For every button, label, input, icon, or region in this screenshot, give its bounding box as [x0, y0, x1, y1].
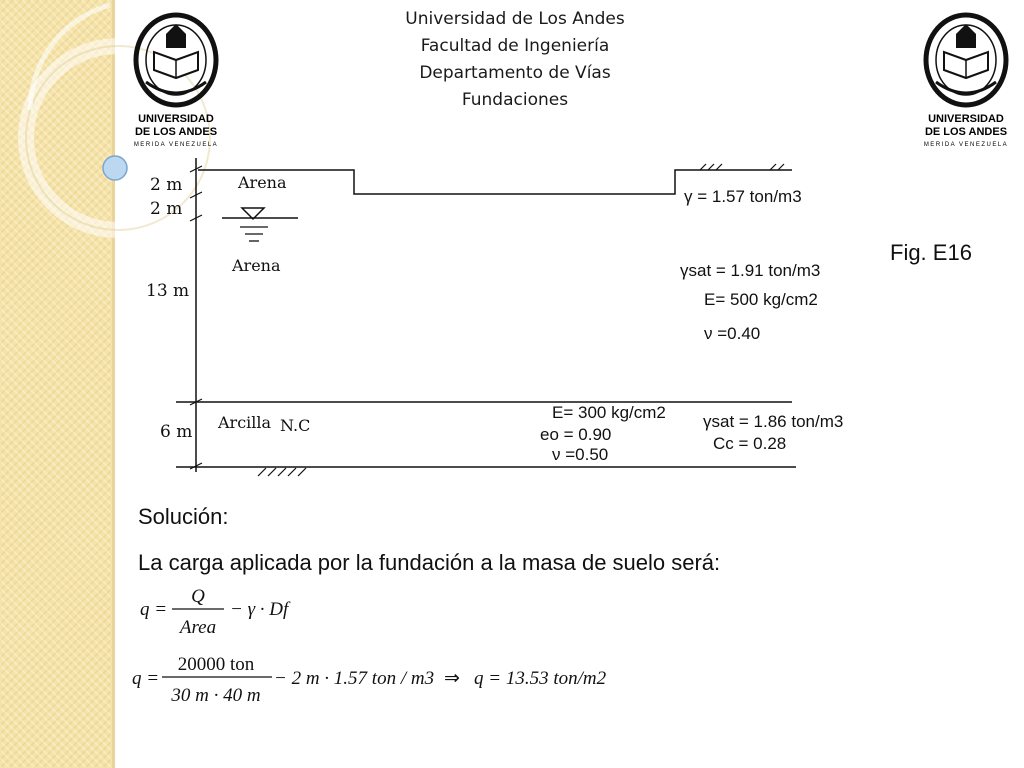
depth-label-13m: 13 m [146, 281, 190, 301]
logo-location: MERIDA VENEZUELA [133, 142, 219, 148]
solution-title: Solución: [138, 504, 229, 529]
depth-label-2m-b: 2 m [150, 199, 183, 219]
formula1-numerator: Q [191, 586, 205, 607]
solution-text: La carga aplicada por la fundación a la masa de suelo será: [138, 550, 721, 575]
figure-label: Fig. E16 [890, 240, 972, 265]
layer-arena-top: Arena [238, 173, 287, 192]
formula2-lhs: q = [132, 668, 160, 689]
course-name: Fundaciones [461, 90, 569, 110]
layer-arena-bottom: Arena [232, 256, 281, 275]
formula2-result: q = 13.53 ton/m2 [474, 668, 607, 689]
formula2-denominator: 30 m · 40 m [171, 685, 261, 706]
formula1-lhs: q = [140, 599, 168, 620]
depth-label-2m-a: 2 m [150, 175, 183, 195]
faculty-name: Facultad de Ingeniería [420, 36, 610, 56]
layer-arcilla: Arcilla [218, 413, 272, 432]
formula1-denominator: Area [179, 617, 217, 638]
department-name: Departamento de Vías [419, 63, 611, 83]
prop-e-sand: E= 500 kg/cm2 [704, 290, 818, 309]
formula1-rest: − γ · Df [230, 599, 289, 620]
logo-location: MERIDA VENEZUELA [923, 142, 1009, 148]
prop-nu-clay: ν =0.50 [552, 445, 609, 464]
layer-arcilla-nc: N.C [280, 416, 311, 435]
logo-name-line2: DE LOS ANDES [134, 126, 218, 138]
formula-2 [132, 654, 607, 706]
formula2-rest: − 2 m · 1.57 ton / m3 [274, 668, 435, 689]
prop-gamma: γ = 1.57 ton/m3 [684, 187, 802, 206]
logo-name-line2: DE LOS ANDES [924, 126, 1008, 138]
prop-e-clay: E= 300 kg/cm2 [552, 403, 666, 422]
prop-gamma-sat-clay: γsat = 1.86 ton/m3 [703, 412, 844, 431]
prop-nu-sand: ν =0.40 [704, 324, 761, 343]
university-name: Universidad de Los Andes [405, 9, 625, 29]
formula2-implies-arrow: ⇒ [444, 668, 460, 689]
logo-name-line1: UNIVERSIDAD [928, 113, 1004, 125]
depth-label-6m: 6 m [160, 422, 193, 442]
formula-1 [140, 586, 291, 638]
prop-cc-clay: Cc = 0.28 [713, 434, 787, 453]
logo-name-line1: UNIVERSIDAD [138, 113, 214, 125]
prop-eo-clay: eo = 0.90 [540, 425, 612, 444]
formula2-numerator: 20000 ton [177, 654, 255, 675]
prop-gamma-sat-sand: γsat = 1.91 ton/m3 [680, 261, 821, 280]
